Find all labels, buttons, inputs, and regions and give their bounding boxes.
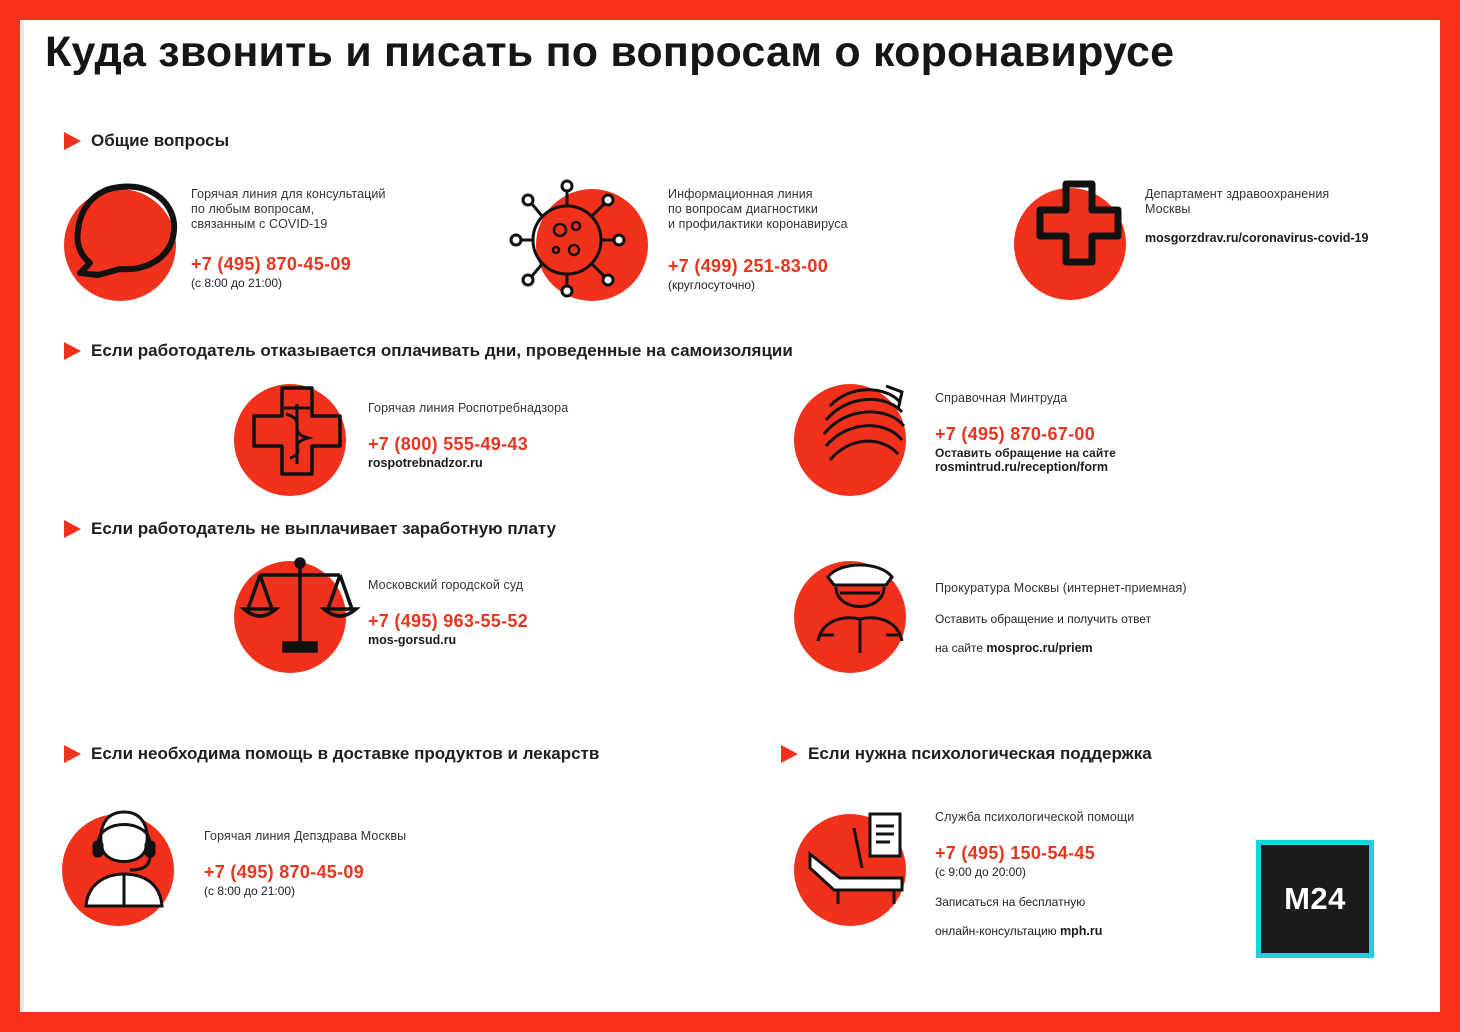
card-psych-help-link[interactable]: mph.ru xyxy=(1060,923,1103,938)
section-psych xyxy=(781,744,1152,764)
card-court xyxy=(368,578,698,648)
virus-icon xyxy=(512,178,652,318)
card-dept-health-label: Департамент здравоохранения Москвы xyxy=(1145,187,1330,216)
card-prosecutor-note2-prefix: на сайте xyxy=(935,640,987,655)
officer-icon xyxy=(790,557,930,697)
section-delivery xyxy=(64,744,599,764)
card-psych-help xyxy=(935,810,1245,939)
card-psych-help-label: Служба психологической помощи xyxy=(935,810,1135,824)
card-info-line-hours: (круглосуточно) xyxy=(668,277,756,292)
section-psych-label: Если нужна психологическая поддержка xyxy=(808,744,1152,763)
card-mintrud-label: Справочная Минтруда xyxy=(935,391,1068,405)
card-prosecutor xyxy=(935,581,1295,656)
section-self-isolation-label: Если работодатель отказывается оплачивать дни, проведенные на самоизоляции xyxy=(91,341,793,360)
card-depzdrav-phone[interactable]: +7 (495) 870-45-09 xyxy=(204,862,365,882)
section-salary-label: Если работодатель не выплачивает заработную плату xyxy=(91,519,557,538)
card-info-line-label: Информационная линия по вопросам диагностики и профилактики коронавируса xyxy=(668,187,848,231)
arrow-right-icon xyxy=(64,132,81,150)
arrow-right-icon xyxy=(64,342,81,360)
card-depzdrav xyxy=(204,829,534,898)
card-hotline-label: Горячая линия для консультаций по любым вопросам, связанным с COVID-19 xyxy=(191,187,386,231)
card-rospotreb-label: Горячая линия Роспотребнадзора xyxy=(368,401,569,415)
medical-cross-icon xyxy=(1010,170,1150,310)
card-hotline-phone[interactable]: +7 (495) 870-45-09 xyxy=(191,254,352,274)
card-depzdrav-hours: (с 8:00 до 21:00) xyxy=(204,883,296,898)
card-dept-health-link[interactable]: mosgorzdrav.ru/coronavirus-covid-19 xyxy=(1145,231,1369,245)
card-info-line-phone[interactable]: +7 (499) 251-83-00 xyxy=(668,256,829,276)
card-prosecutor-link[interactable]: mosproc.ru/priem xyxy=(986,640,1093,655)
arrow-right-icon xyxy=(64,520,81,538)
card-prosecutor-label: Прокуратура Москвы (интернет-приемная) xyxy=(935,581,1187,595)
section-salary xyxy=(64,519,556,539)
section-self-isolation xyxy=(64,341,793,361)
card-mintrud-link[interactable]: rosmintrud.ru/reception/form xyxy=(935,459,1108,474)
section-general xyxy=(64,131,229,151)
card-court-label: Московский городской суд xyxy=(368,578,524,592)
card-psych-help-phone[interactable]: +7 (495) 150-54-45 xyxy=(935,843,1096,863)
card-rospotreb-phone[interactable]: +7 (800) 555-49-43 xyxy=(368,434,529,454)
card-psych-help-note2: Записаться на бесплатную xyxy=(935,894,1086,909)
operator-headset-icon xyxy=(58,808,198,948)
section-delivery-label: Если необходима помощь в доставке продуктов и лекарств xyxy=(91,744,600,763)
card-mintrud xyxy=(935,391,1265,475)
card-rospotreb-link[interactable]: rospotrebnadzor.ru xyxy=(368,455,483,470)
card-prosecutor-note: Оставить обращение и получить ответ xyxy=(935,612,1152,626)
card-depzdrav-label: Горячая линия Депздрава Москвы xyxy=(204,829,407,843)
card-psych-help-note3 xyxy=(935,909,1245,938)
scales-icon xyxy=(230,557,370,697)
card-mintrud-phone[interactable]: +7 (495) 870-67-00 xyxy=(935,424,1096,444)
card-mintrud-note: Оставить обращение на сайте xyxy=(935,445,1116,460)
card-psych-help-hours: (с 9:00 до 20:00) xyxy=(935,864,1027,879)
card-court-link[interactable]: mos-gorsud.ru xyxy=(368,632,457,647)
card-rospotreb xyxy=(368,401,698,471)
caduceus-cross-icon xyxy=(230,380,370,520)
speech-bubble-icon xyxy=(58,175,198,315)
page-title: Куда звонить и писать по вопросам о коронавирусе xyxy=(45,28,1175,76)
card-court-phone[interactable]: +7 (495) 963-55-52 xyxy=(368,611,529,631)
arrow-right-icon xyxy=(64,745,81,763)
card-psych-help-note3-prefix: онлайн-консультацию xyxy=(935,923,1060,938)
therapy-couch-icon xyxy=(790,808,930,948)
card-hotline-hours: (с 8:00 до 21:00) xyxy=(191,275,283,290)
card-hotline xyxy=(191,187,491,290)
m24-logo xyxy=(1256,840,1374,958)
card-prosecutor-note2 xyxy=(935,626,1295,655)
arrow-right-icon xyxy=(781,745,798,763)
handshake-icon xyxy=(790,380,930,520)
card-info-line xyxy=(668,187,978,292)
card-dept-health xyxy=(1145,187,1430,246)
section-general-label: Общие вопросы xyxy=(91,131,230,150)
m24-logo-text: M24 xyxy=(1284,881,1346,916)
